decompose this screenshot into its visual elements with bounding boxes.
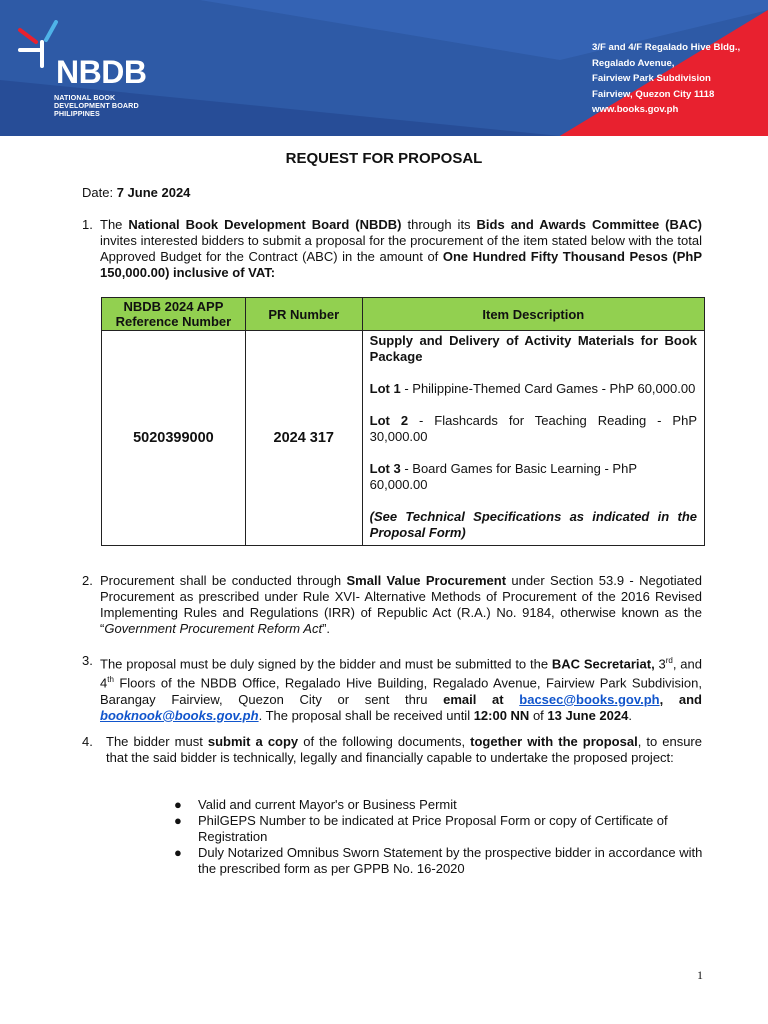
logo-sub-line: NATIONAL BOOK xyxy=(54,93,116,102)
description-title-text: Supply and Delivery of Activity Materials for Book Package xyxy=(369,333,697,364)
list-item-text: Valid and current Mayor's or Business Permit xyxy=(198,797,457,812)
bold-run: Bids and Awards Committee (BAC) xyxy=(476,217,702,232)
lot-item xyxy=(370,413,697,445)
lot-text: - Philippine-Themed Card Games - PhP 60,000.00 xyxy=(400,381,696,396)
paragraph-number: 1. xyxy=(82,217,93,232)
text-run: Procurement shall be conducted through xyxy=(100,573,347,588)
superscript: rd xyxy=(665,656,673,665)
text-run: through its xyxy=(401,217,477,232)
office-address xyxy=(592,40,740,118)
superscript: th xyxy=(107,675,114,685)
date-value: 7 June 2024 xyxy=(116,185,191,200)
table-header-row xyxy=(102,298,705,331)
header-app-reference: NBDB 2024 APP Reference Number xyxy=(102,298,246,331)
lot-label: Lot 1 xyxy=(369,381,401,396)
text-run: . The proposal shall be received until xyxy=(258,707,474,723)
list-item xyxy=(174,797,714,813)
text-run: of xyxy=(529,707,548,723)
text-run: , to ensure that the said bidder is technically, legally and financially capable to undertake the proposed project: xyxy=(106,734,702,765)
bold-run: One Hundred Fifty Thousand Pesos (PhP 150,000.00) inclusive of VAT xyxy=(100,249,702,280)
bold-run: 13 June 2024 xyxy=(547,707,629,723)
paragraph-number: 3. xyxy=(82,653,93,668)
paragraph-3 xyxy=(82,653,702,724)
list-item xyxy=(174,813,714,845)
bold-run: Small Value Procurement xyxy=(346,573,507,588)
text-run: The proposal must be duly signed by the bidder and must be submitted to the xyxy=(100,656,552,672)
address-line: Regalado Avenue, xyxy=(592,57,675,69)
address-line: Fairview, Quezon City 1118 xyxy=(592,88,715,100)
paragraph-text xyxy=(100,653,702,724)
list-item xyxy=(174,845,714,877)
list-item-text: PhilGEPS Number to be indicated at Price Proposal Form or copy of Certificate of Registration xyxy=(198,813,668,844)
text-run: The xyxy=(100,217,129,232)
paragraph-number: 2. xyxy=(82,573,93,588)
lot-text: - Board Games for Basic Learning - PhP 60,000.00 xyxy=(369,461,637,492)
header-pr-number: PR Number xyxy=(245,298,362,331)
text-run: under Section 53.9 - Negotiated Procurement as prescribed under Rule XVI- Alternative Methods of Procurement of the 2016 Revised Implementing Rules and Regulations (IRR) of Republic Act (R.A.) No. 9184, otherwise known as the “ xyxy=(100,573,702,636)
logo-sub-line: PHILIPPINES xyxy=(54,109,100,118)
description-title xyxy=(370,333,697,365)
app-reference-number: 5020399000 xyxy=(102,331,246,546)
bold-run: 12:00 NN xyxy=(473,707,530,723)
text-run: The bidder must xyxy=(106,734,208,749)
paragraph-text xyxy=(106,734,702,766)
bullet-icon: ● xyxy=(174,845,182,860)
text-run: invites interested bidders to submit a proposal for the procurement of the item stated below with the total Approved Budget for the Contract (ABC) in the amount of xyxy=(100,233,702,264)
address-line: 3/F and 4/F Regalado Hive Bldg., xyxy=(592,42,741,53)
bold-run: together with the proposal xyxy=(470,734,638,749)
italic-run: Government Procurement Reform Act xyxy=(104,621,323,636)
lot-label: Lot 2 xyxy=(369,413,409,428)
header-item-description: Item Description xyxy=(362,298,704,331)
bold-run: BAC Secretariat, xyxy=(551,656,655,672)
lot-label: Lot 3 xyxy=(369,461,401,476)
paragraph-1 xyxy=(82,217,702,281)
lot-item xyxy=(370,461,697,493)
address-line: Fairview Park Subdivision xyxy=(592,73,711,84)
bullet-icon: ● xyxy=(174,797,182,812)
note-text: (See Technical Specifications as indicated in the Proposal Form) xyxy=(369,509,697,540)
page-number: 1 xyxy=(697,968,703,982)
paragraph-4 xyxy=(82,734,702,766)
date-line xyxy=(82,185,190,200)
nbdb-logo-subtitle xyxy=(54,94,139,118)
item-description xyxy=(362,331,704,546)
paragraph-2 xyxy=(82,573,702,637)
paragraph-number: 4. xyxy=(82,734,93,749)
table-row xyxy=(102,331,705,546)
specifications-note xyxy=(370,509,697,541)
list-item-text: Duly Notarized Omnibus Sworn Statement by the prospective bidder in accordance with the prescribed form as per GPPB No. 16-2020 xyxy=(198,845,703,876)
text-run: of the following documents, xyxy=(298,734,471,749)
text-run: Floors of the NBDB Office, Regalado Hive Building, Regalado Avenue, Fairview Park Subdivision, Barangay Fairview, Quezon City or sent thru xyxy=(100,675,702,707)
text-run: 3 xyxy=(654,656,666,672)
bold-run: National Book Development Board (NBDB) xyxy=(128,217,402,232)
text-run: . xyxy=(628,707,632,723)
bullet-icon: ● xyxy=(174,813,182,828)
paragraph-text xyxy=(100,217,702,281)
page-title: REQUEST FOR PROPOSAL xyxy=(285,150,483,167)
bold-run: submit a copy xyxy=(207,734,299,749)
requirements-list xyxy=(174,797,714,877)
text-run: , and 4 xyxy=(100,656,702,691)
text-run: : xyxy=(270,265,276,280)
nbdb-logo-text: NBDB xyxy=(56,54,147,90)
website-link[interactable]: www.books.gov.ph xyxy=(592,104,679,115)
text-run: ”. xyxy=(322,621,331,636)
pr-number: 2024 317 xyxy=(245,331,362,546)
paragraph-text xyxy=(100,573,702,637)
header-banner xyxy=(0,0,768,136)
lot-text: - Flashcards for Teaching Reading - PhP 30,000.00 xyxy=(369,413,697,444)
booknook-email-link[interactable]: booknook@books.gov.ph xyxy=(100,707,259,723)
bold-run: email at xyxy=(443,691,520,707)
procurement-table xyxy=(101,297,705,546)
lot-item xyxy=(370,381,697,397)
text-run: , and xyxy=(659,691,702,707)
logo-sub-line: DEVELOPMENT BOARD xyxy=(54,101,139,110)
date-label: Date: xyxy=(82,185,117,200)
bacsec-email-link[interactable]: bacsec@books.gov.ph xyxy=(519,691,660,707)
